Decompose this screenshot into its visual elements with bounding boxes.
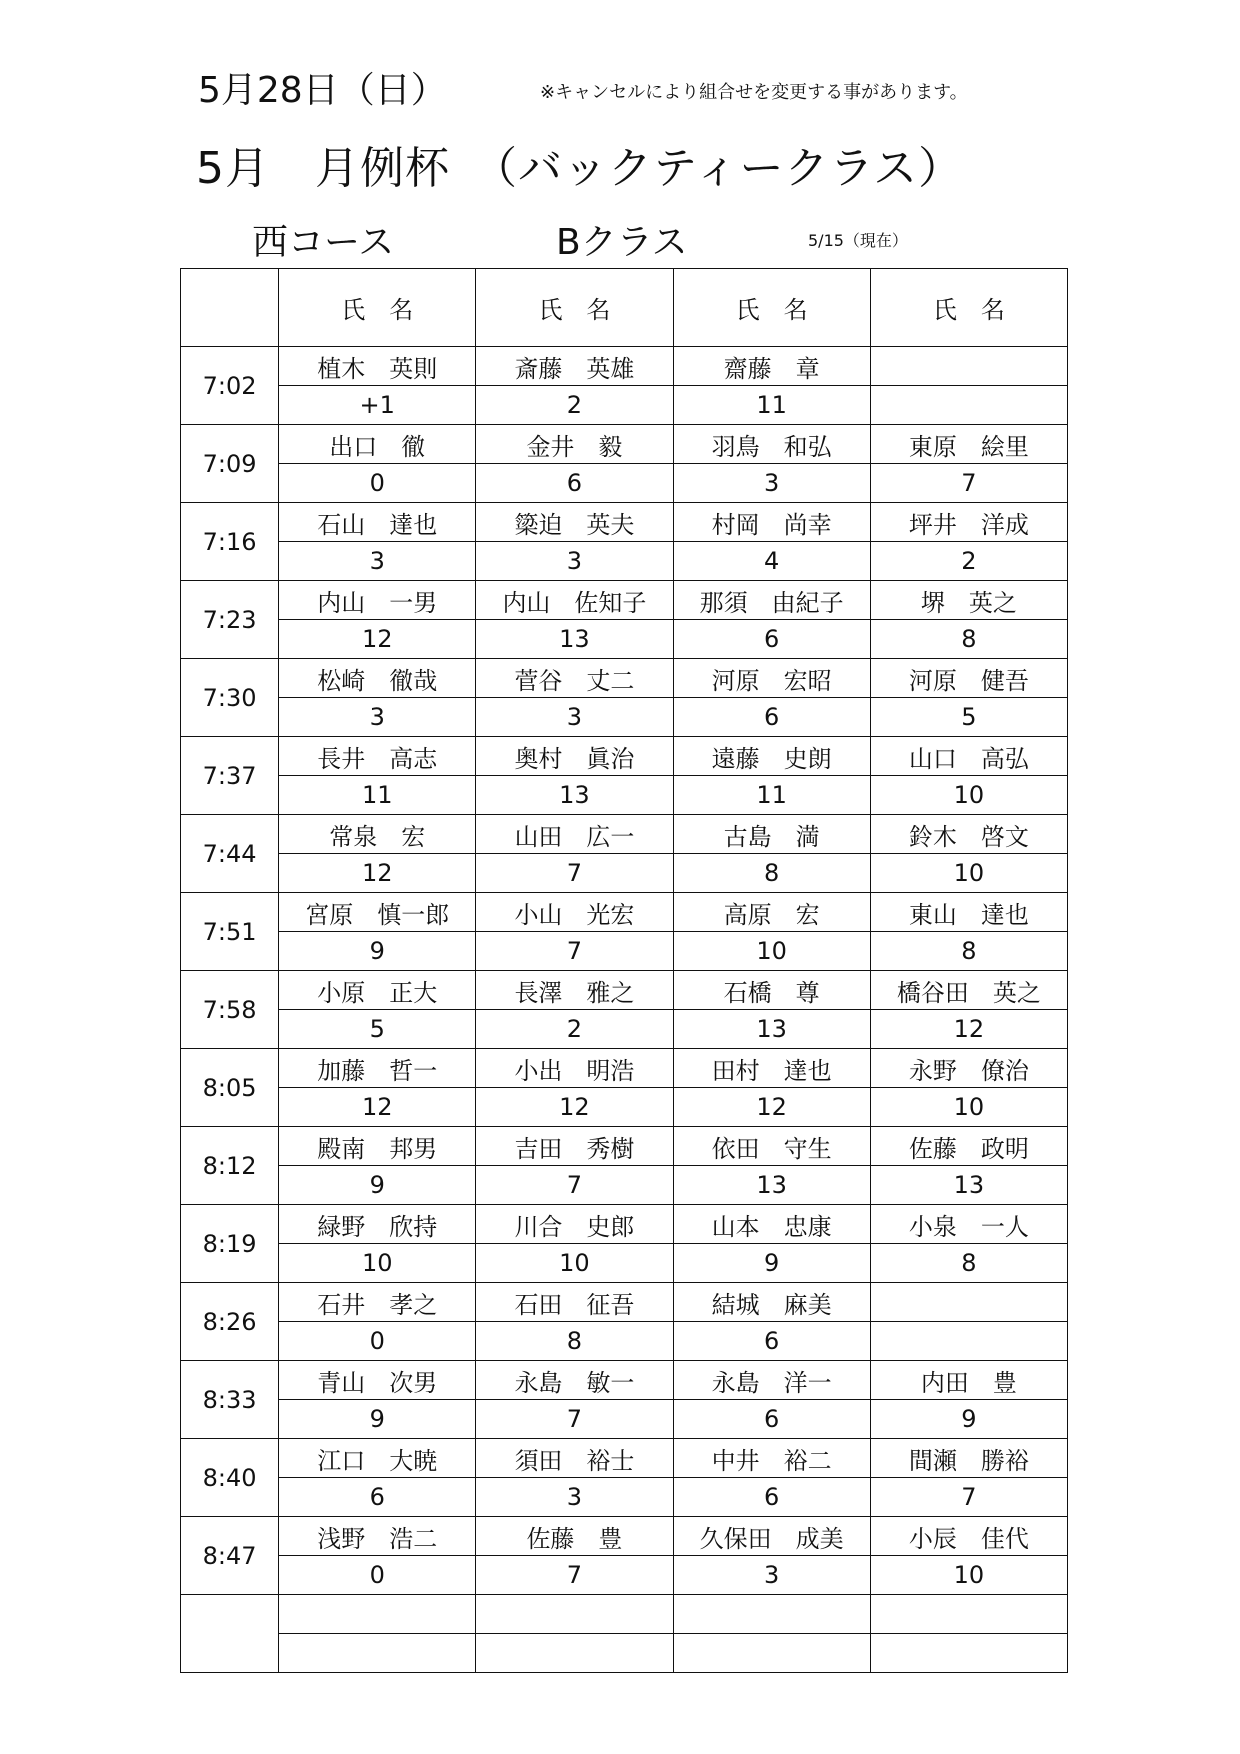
player-handicap: 9	[870, 1400, 1067, 1439]
table-row-names	[181, 1361, 1068, 1400]
table-row-names	[181, 737, 1068, 776]
player-name: 菅谷 丈二	[476, 659, 673, 698]
player-handicap: 12	[279, 1088, 476, 1127]
tee-time: 8:12	[181, 1127, 279, 1205]
player-name: 山本 忠康	[673, 1205, 870, 1244]
table-row-names	[181, 503, 1068, 542]
player-handicap: 13	[870, 1166, 1067, 1205]
table-row-names	[181, 659, 1068, 698]
player-name: 長澤 雅之	[476, 971, 673, 1010]
player-name	[279, 1595, 476, 1634]
player-handicap: 3	[279, 542, 476, 581]
tee-time: 7:16	[181, 503, 279, 581]
player-handicap: +1	[279, 386, 476, 425]
table-row-handicaps	[181, 542, 1068, 581]
player-name: 永島 敏一	[476, 1361, 673, 1400]
table-row-handicaps	[181, 1166, 1068, 1205]
player-handicap: 6	[673, 1322, 870, 1361]
player-name: 小泉 一人	[870, 1205, 1067, 1244]
player-handicap: 3	[673, 464, 870, 503]
table-row-names	[181, 1049, 1068, 1088]
player-name: 小山 光宏	[476, 893, 673, 932]
player-handicap: 13	[476, 620, 673, 659]
player-handicap: 12	[673, 1088, 870, 1127]
player-handicap	[870, 1634, 1067, 1673]
player-name: 山田 広一	[476, 815, 673, 854]
player-handicap	[476, 1634, 673, 1673]
player-name: 内山 一男	[279, 581, 476, 620]
tee-time: 8:19	[181, 1205, 279, 1283]
player-name: 山口 高弘	[870, 737, 1067, 776]
player-name: 東原 絵里	[870, 425, 1067, 464]
player-handicap: 7	[476, 854, 673, 893]
player-name: 川合 史郎	[476, 1205, 673, 1244]
tee-time: 7:37	[181, 737, 279, 815]
tee-time: 8:05	[181, 1049, 279, 1127]
table-row-handicaps	[181, 1556, 1068, 1595]
player-name: 緑野 欣持	[279, 1205, 476, 1244]
player-name: 石田 征吾	[476, 1283, 673, 1322]
player-handicap: 0	[279, 464, 476, 503]
player-handicap: 2	[476, 1010, 673, 1049]
player-name: 間瀬 勝裕	[870, 1439, 1067, 1478]
tee-time: 8:26	[181, 1283, 279, 1361]
tee-time: 7:09	[181, 425, 279, 503]
player-handicap: 2	[870, 542, 1067, 581]
player-handicap: 13	[673, 1166, 870, 1205]
player-handicap: 7	[870, 464, 1067, 503]
player-handicap: 8	[870, 620, 1067, 659]
column-header-time	[181, 269, 279, 347]
player-name: 村岡 尚幸	[673, 503, 870, 542]
table-row-handicaps	[181, 1400, 1068, 1439]
player-name: 金井 毅	[476, 425, 673, 464]
table-row-names	[181, 425, 1068, 464]
player-handicap: 3	[279, 698, 476, 737]
table-row-handicaps	[181, 1634, 1068, 1673]
player-handicap: 8	[673, 854, 870, 893]
player-handicap: 0	[279, 1322, 476, 1361]
player-handicap: 10	[870, 1088, 1067, 1127]
table-row-handicaps	[181, 620, 1068, 659]
table-row-names	[181, 1283, 1068, 1322]
table-row-handicaps	[181, 386, 1068, 425]
player-name: 齋藤 章	[673, 347, 870, 386]
player-name: 石山 達也	[279, 503, 476, 542]
player-name: 浅野 浩二	[279, 1517, 476, 1556]
table-row-handicaps	[181, 698, 1068, 737]
player-handicap: 8	[870, 1244, 1067, 1283]
player-name: 永野 僚治	[870, 1049, 1067, 1088]
player-handicap: 13	[476, 776, 673, 815]
table-row-names	[181, 1127, 1068, 1166]
table-row-handicaps	[181, 1088, 1068, 1127]
player-handicap: 4	[673, 542, 870, 581]
player-handicap: 6	[673, 698, 870, 737]
tee-time	[181, 1595, 279, 1673]
player-name: 松崎 徹哉	[279, 659, 476, 698]
player-name: 河原 健吾	[870, 659, 1067, 698]
player-handicap: 10	[673, 932, 870, 971]
table-row-handicaps	[181, 854, 1068, 893]
tee-time: 8:33	[181, 1361, 279, 1439]
player-name: 宮原 慎一郎	[279, 893, 476, 932]
player-handicap: 6	[673, 1478, 870, 1517]
player-handicap: 8	[476, 1322, 673, 1361]
player-handicap: 3	[673, 1556, 870, 1595]
player-handicap: 5	[279, 1010, 476, 1049]
player-name: 遠藤 史朗	[673, 737, 870, 776]
player-handicap: 7	[476, 1556, 673, 1595]
table-row-handicaps	[181, 932, 1068, 971]
player-handicap: 0	[279, 1556, 476, 1595]
player-name: 坪井 洋成	[870, 503, 1067, 542]
player-handicap: 10	[870, 776, 1067, 815]
table-body	[181, 347, 1068, 1673]
player-handicap: 7	[476, 1400, 673, 1439]
player-handicap: 12	[476, 1088, 673, 1127]
player-name: 堺 英之	[870, 581, 1067, 620]
player-name: 永島 洋一	[673, 1361, 870, 1400]
column-header-name: 氏 名	[870, 269, 1067, 347]
tee-time-table	[180, 268, 1068, 1673]
table-row-names	[181, 1517, 1068, 1556]
player-name: 佐藤 政明	[870, 1127, 1067, 1166]
player-handicap: 3	[476, 542, 673, 581]
table-row-handicaps	[181, 1322, 1068, 1361]
player-name: 内山 佐知子	[476, 581, 673, 620]
player-handicap: 10	[870, 1556, 1067, 1595]
player-name: 江口 大暁	[279, 1439, 476, 1478]
player-handicap: 5	[870, 698, 1067, 737]
player-name: 長井 高志	[279, 737, 476, 776]
player-handicap: 11	[673, 386, 870, 425]
player-name	[673, 1595, 870, 1634]
table-row-names	[181, 1205, 1068, 1244]
player-name: 那須 由紀子	[673, 581, 870, 620]
table-row-names	[181, 347, 1068, 386]
tee-time: 7:23	[181, 581, 279, 659]
tee-time: 7:58	[181, 971, 279, 1049]
player-name: 植木 英則	[279, 347, 476, 386]
player-name: 久保田 成美	[673, 1517, 870, 1556]
player-handicap	[279, 1634, 476, 1673]
player-handicap: 7	[870, 1478, 1067, 1517]
player-handicap: 8	[870, 932, 1067, 971]
tee-time: 8:47	[181, 1517, 279, 1595]
player-handicap: 11	[673, 776, 870, 815]
player-name	[870, 1283, 1067, 1322]
player-name: 内田 豊	[870, 1361, 1067, 1400]
player-name: 加藤 哲一	[279, 1049, 476, 1088]
event-date: 5月28日（日）	[198, 70, 447, 111]
player-name: 青山 次男	[279, 1361, 476, 1400]
player-handicap: 9	[279, 1166, 476, 1205]
player-name: 須田 裕士	[476, 1439, 673, 1478]
player-name	[476, 1595, 673, 1634]
player-handicap: 12	[279, 620, 476, 659]
player-name: 中井 裕二	[673, 1439, 870, 1478]
player-handicap: 9	[279, 1400, 476, 1439]
player-handicap	[870, 386, 1067, 425]
player-handicap: 6	[279, 1478, 476, 1517]
table-header-row	[181, 269, 1068, 347]
table-row-names	[181, 1595, 1068, 1634]
player-name: 小出 明浩	[476, 1049, 673, 1088]
table-row-names	[181, 815, 1068, 854]
player-name: 河原 宏昭	[673, 659, 870, 698]
player-handicap: 9	[279, 932, 476, 971]
player-handicap: 6	[673, 620, 870, 659]
player-name: 奥村 眞治	[476, 737, 673, 776]
player-name: 東山 達也	[870, 893, 1067, 932]
player-handicap: 2	[476, 386, 673, 425]
player-name: 古島 満	[673, 815, 870, 854]
player-handicap: 6	[476, 464, 673, 503]
player-handicap: 6	[673, 1400, 870, 1439]
table-row-names	[181, 581, 1068, 620]
player-name: 簗迫 英夫	[476, 503, 673, 542]
course-name: 西コース	[252, 222, 395, 263]
class-name: Bクラス	[556, 222, 688, 263]
tee-time: 7:44	[181, 815, 279, 893]
tee-time: 7:51	[181, 893, 279, 971]
player-name	[870, 347, 1067, 386]
player-handicap: 12	[279, 854, 476, 893]
player-name	[870, 1595, 1067, 1634]
player-name: 小辰 佳代	[870, 1517, 1067, 1556]
player-handicap: 3	[476, 1478, 673, 1517]
player-handicap: 9	[673, 1244, 870, 1283]
tee-time: 7:30	[181, 659, 279, 737]
player-handicap: 13	[673, 1010, 870, 1049]
tee-time: 7:02	[181, 347, 279, 425]
player-name: 羽鳥 和弘	[673, 425, 870, 464]
column-header-name: 氏 名	[673, 269, 870, 347]
player-handicap: 7	[476, 932, 673, 971]
cancellation-notice: ※キャンセルにより組合せを変更する事があります。	[540, 82, 968, 103]
table-row-names	[181, 893, 1068, 932]
player-name: 依田 守生	[673, 1127, 870, 1166]
player-handicap	[673, 1634, 870, 1673]
page-title: 5月 月例杯 （バックティークラス）	[196, 143, 964, 194]
player-handicap: 12	[870, 1010, 1067, 1049]
table-row-names	[181, 971, 1068, 1010]
player-handicap: 7	[476, 1166, 673, 1205]
player-name: 出口 徹	[279, 425, 476, 464]
table-row-handicaps	[181, 1010, 1068, 1049]
player-name: 小原 正大	[279, 971, 476, 1010]
player-name: 斎藤 英雄	[476, 347, 673, 386]
player-handicap: 3	[476, 698, 673, 737]
player-name: 吉田 秀樹	[476, 1127, 673, 1166]
player-handicap: 10	[870, 854, 1067, 893]
player-name: 常泉 宏	[279, 815, 476, 854]
table-row-names	[181, 1439, 1068, 1478]
player-name: 田村 達也	[673, 1049, 870, 1088]
player-name: 鈴木 啓文	[870, 815, 1067, 854]
table-row-handicaps	[181, 464, 1068, 503]
player-name: 石井 孝之	[279, 1283, 476, 1322]
table-row-handicaps	[181, 776, 1068, 815]
player-name: 殿南 邦男	[279, 1127, 476, 1166]
as-of-date: 5/15（現在）	[808, 231, 908, 250]
player-name: 石橋 尊	[673, 971, 870, 1010]
player-handicap: 10	[476, 1244, 673, 1283]
player-name: 佐藤 豊	[476, 1517, 673, 1556]
table-row-handicaps	[181, 1244, 1068, 1283]
player-name: 結城 麻美	[673, 1283, 870, 1322]
column-header-name: 氏 名	[279, 269, 476, 347]
table-row-handicaps	[181, 1478, 1068, 1517]
player-name: 高原 宏	[673, 893, 870, 932]
player-handicap: 11	[279, 776, 476, 815]
player-name: 橋谷田 英之	[870, 971, 1067, 1010]
player-handicap	[870, 1322, 1067, 1361]
tee-time: 8:40	[181, 1439, 279, 1517]
player-handicap: 10	[279, 1244, 476, 1283]
column-header-name: 氏 名	[476, 269, 673, 347]
